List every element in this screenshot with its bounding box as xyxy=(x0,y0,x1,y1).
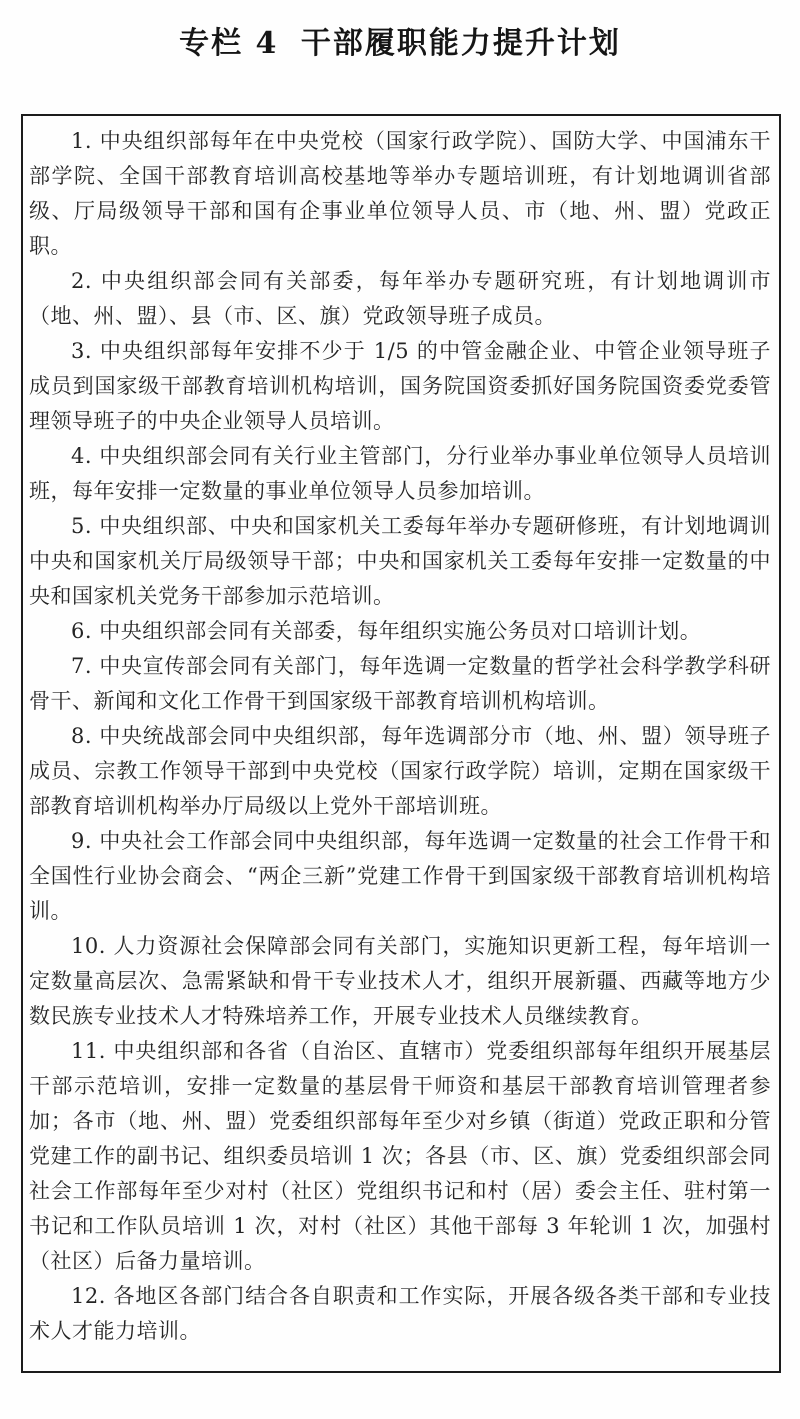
content-box xyxy=(21,114,781,1373)
paragraph-11: 11. 中央组织部和各省（自治区、直辖市）党委组织部每年组织开展基层干部示范培训，安排一定数量的基层骨干师资和基层干部教育培训管理者参加；各市（地、州、盟）党委组织部每年至少对乡镇（街道）党政正职和分管党建工作的副书记、组织委员培训 1 次；各县（市、区、旗）党委组织部会同社会工作部每年至少对村（社区）党组织书记和村（居）委会主任、驻村第一书记和工作队员培训 1 次，对村（社区）其他干部每 3 年轮训 1 次，加强村（社区）后备力量培训。 xyxy=(29,1039,771,1273)
page-title xyxy=(0,24,800,64)
paragraph-8: 8. 中央统战部会同中央组织部，每年选调部分市（地、州、盟）领导班子成员、宗教工作领导干部到中央党校（国家行政学院）培训，定期在国家级干部教育培训机构举办厅局级以上党外干部培训班。 xyxy=(29,724,771,818)
paragraph-1: 1. 中央组织部每年在中央党校（国家行政学院）、国防大学、中国浦东干部学院、全国干部教育培训高校基地等举办专题培训班，有计划地调训省部级、厅局级领导干部和国有企事业单位领导人员、市（地、州、盟）党政正职。 xyxy=(29,129,771,258)
title-column-number: 专栏 4 xyxy=(179,26,279,61)
paragraph-6: 6. 中央组织部会同有关部委，每年组织实施公务员对口培训计划。 xyxy=(71,619,702,643)
title-text: 干部履职能力提升计划 xyxy=(300,26,621,61)
paragraph-2: 2. 中央组织部会同有关部委，每年举办专题研究班，有计划地调训市（地、州、盟）、县（市、区、旗）党政领导班子成员。 xyxy=(29,269,771,328)
paragraph-4: 4. 中央组织部会同有关行业主管部门，分行业举办事业单位领导人员培训班，每年安排一定数量的事业单位领导人员参加培训。 xyxy=(29,444,771,503)
paragraph-3: 3. 中央组织部每年安排不少于 1/5 的中管金融企业、中管企业领导班子成员到国家级干部教育培训机构培训，国务院国资委抓好国务院国资委党委管理领导班子的中央企业领导人员培训。 xyxy=(29,339,771,433)
paragraph-10: 10. 人力资源社会保障部会同有关部门，实施知识更新工程，每年培训一定数量高层次、急需紧缺和骨干专业技术人才，组织开展新疆、西藏等地方少数民族专业技术人才特殊培养工作，开展专业技术人员继续教育。 xyxy=(29,934,771,1028)
paragraph-5: 5. 中央组织部、中央和国家机关工委每年举办专题研修班，有计划地调训中央和国家机关厅局级领导干部；中央和国家机关工委每年安排一定数量的中央和国家机关党务干部参加示范培训。 xyxy=(29,514,771,608)
paragraph-7: 7. 中央宣传部会同有关部门，每年选调一定数量的哲学社会科学教学科研骨干、新闻和文化工作骨干到国家级干部教育培训机构培训。 xyxy=(29,654,771,713)
paragraph-12: 12. 各地区各部门结合各自职责和工作实际，开展各级各类干部和专业技术人才能力培训。 xyxy=(29,1284,771,1343)
paragraph-9: 9. 中央社会工作部会同中央组织部，每年选调一定数量的社会工作骨干和全国性行业协会商会、“两企三新”党建工作骨干到国家级干部教育培训机构培训。 xyxy=(29,829,771,923)
